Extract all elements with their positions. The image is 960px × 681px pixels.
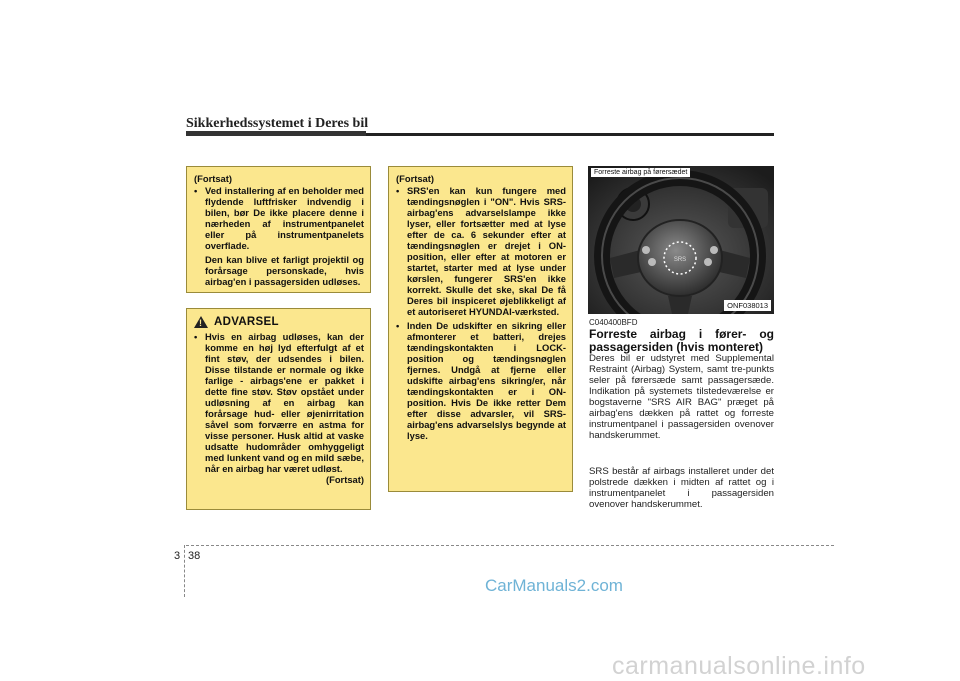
caution-box-srs — [388, 166, 573, 492]
bullet-text: Hvis en airbag udløses, kan der komme en høj lyd efterfulgt af et fint støv, der udsendes i bilen. Disse tilstande er normale og ikke farlige - airbags'ene er pakket i dette fine støv. Støv opstået under udløsning af en airbag kan forårsage hud- eller øjenirritation såvel som forværre en astma for visse personer. Husk altid at vaske udsatte hudområder omhyggeligt med lunkent vand og en mild sæbe, når en airbag har været udløst. — [205, 331, 364, 474]
footer-vertical-rule — [184, 545, 185, 597]
bullet-dot: • — [396, 320, 400, 331]
page-header-title: Sikkerhedssystemet i Deres bil — [186, 116, 369, 131]
bullet-dot: • — [194, 331, 198, 342]
section-title: Forreste airbag i fører- og passagersiden (hvis monteret) — [589, 327, 774, 354]
bullet-dot: • — [396, 185, 400, 196]
warning-triangle-icon — [194, 316, 208, 328]
continued-label: (Fortsat) — [194, 173, 233, 184]
header-rule-accent — [186, 131, 366, 136]
warning-box — [186, 308, 371, 510]
chapter-number: 3 — [174, 550, 181, 562]
bullet-text: SRS'en kan kun fungere med tændingsnøglen i "ON". Hvis SRS-airbag'ens advarselslampe ikke lyser, eller fortsætter med at lyse efter de ca. 6 sekunder efter at tændingsnøglen er drejet i ON-position, eller efter at motoren er startet, starter med at lyse under kørslen, fungerer SRS'en ikke korrekt. Skulle det ske, skal De få Deres bil inspiceret øjeblikkeligt af et autoriseret HYUNDAI-værksted. — [407, 185, 566, 317]
section-code: C040400BFD — [589, 318, 638, 327]
page-number: 38 — [188, 550, 201, 562]
bullet-dot: • — [194, 185, 198, 196]
watermark-carmanuals2[interactable]: CarManuals2.com — [485, 576, 623, 595]
warning-title: ADVARSEL — [214, 315, 279, 328]
bullet-item — [194, 331, 364, 474]
steering-wheel-illustration — [588, 166, 774, 314]
footer-rule — [186, 545, 834, 546]
caution-box-continued — [186, 166, 371, 293]
bullet-text: Ved installering af en beholder med flydende luftfrisker indvendig i bilen, bør De ikke placere denne i nærheden af instrumentpanelet eller på instrumentpanelets overflade. — [205, 185, 364, 251]
warning-heading — [194, 316, 364, 328]
section-paragraph-1: Deres bil er udstyret med Supplemental Restraint (Airbag) System, samt tre-punkts seler på førersæde samt passagersæde. Indikation på systemets tilstedeværelse er bogstaverne "SRS AIR BAG" præget på airbag'ens dækken på rattet og forreste instrumentpanel i passagersiden ovenover handskerummet. — [589, 353, 774, 441]
bullet-item — [396, 185, 566, 317]
photo-caption: Forreste airbag på førersædet — [591, 168, 690, 177]
bullet-item — [396, 320, 566, 441]
bullet-subtext: Den kan blive et farligt projektil og forårsage personskade, hvis airbag'en i passagersiden udløses. — [205, 254, 364, 287]
continued-label: (Fortsat) — [325, 474, 364, 485]
continued-label: (Fortsat) — [396, 173, 435, 184]
section-paragraph-2: SRS består af airbags installeret under det polstrede dækken i midten af rattet og i instrumentpanelet i passagersiden ovenover handskerummet. — [589, 466, 774, 510]
srs-emblem-label: SRS — [673, 257, 687, 263]
steering-wheel-photo — [588, 166, 774, 314]
watermark-carmanualsonline[interactable]: carmanualsonline.info — [612, 652, 866, 680]
photo-code: ONF038013 — [724, 300, 771, 311]
bullet-text: Inden De udskifter en sikring eller afmonterer et batteri, drejes tændingskontakten i LOCK-position og tændingsnøglen fjernes. Undgå at fjerne eller udskifte airbag'ens sikring/er, når tændingskontakten er i ON-position. Hvis De ikke retter Dem efter disse advarsler, vil SRS-airbag'ens advarselslys begynde at lyse. — [407, 320, 566, 441]
bullet-item — [194, 185, 364, 251]
